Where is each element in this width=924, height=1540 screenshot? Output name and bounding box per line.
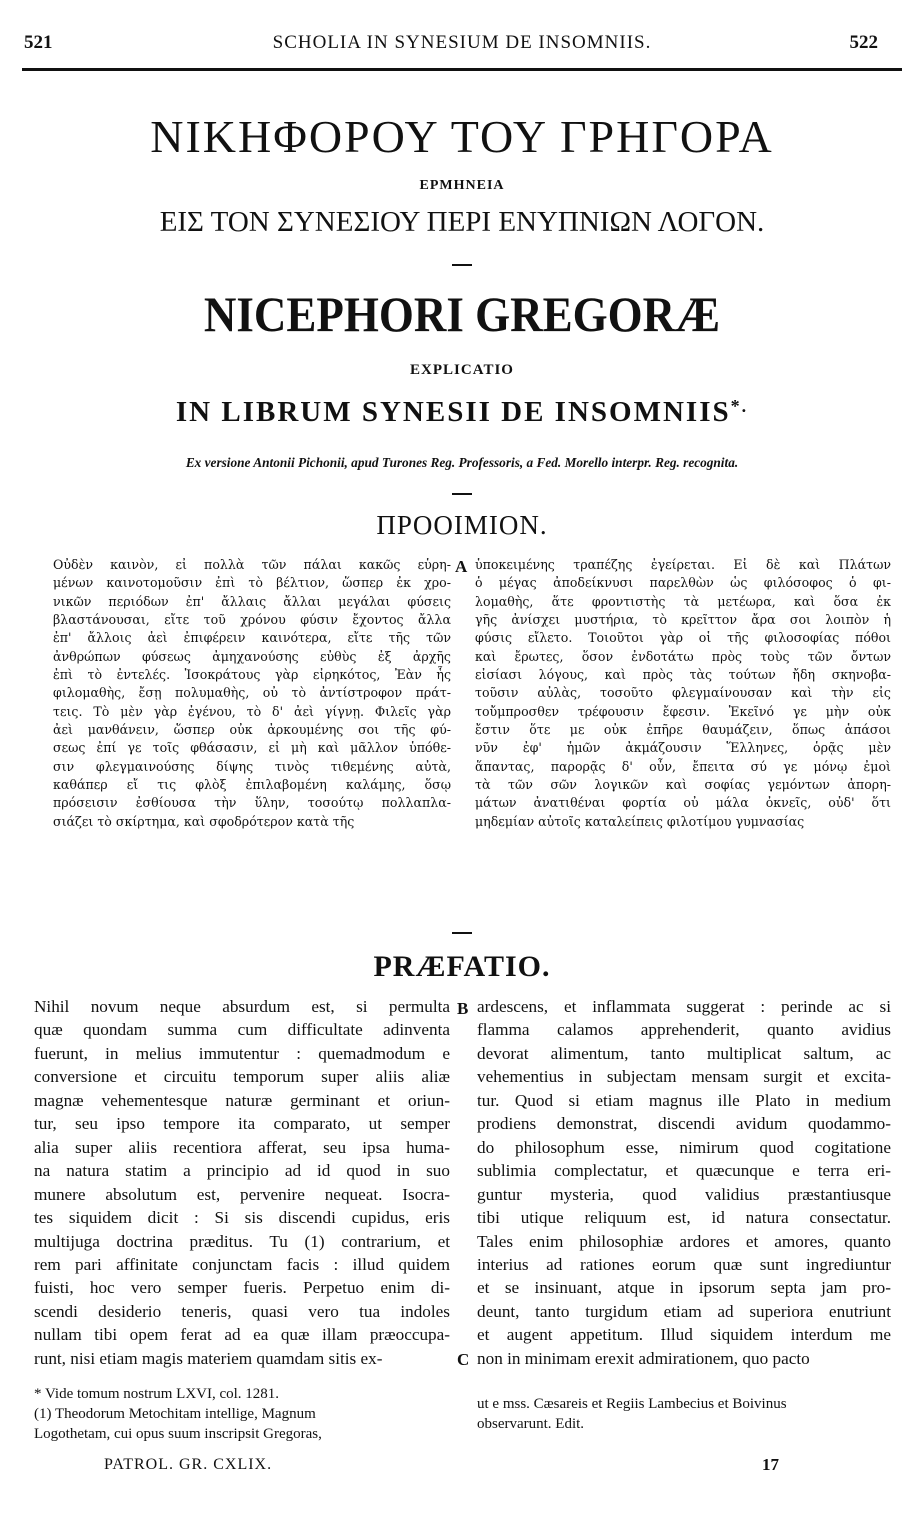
text-line: λομαθὴς, ἅτε φροντιστὴς τὰ μετέωρα, καὶ ὅσα ἐκ bbox=[475, 593, 891, 609]
text-line: deunt, tanto turgidum etiam ad superiora enutriunt bbox=[477, 1301, 891, 1321]
text-line: runt, nisi etiam magis materiem quamdam sitis ex- bbox=[34, 1348, 383, 1368]
text-line: τὰ τῶν σῶν λογικῶν καὶ σοφίας γεμόντων ἀπορη- bbox=[475, 777, 891, 793]
praefatio-right-column bbox=[477, 995, 891, 1370]
text-line: φιλομαθὴς, ἔσῃ πολυμαθὴς, οὐ τὸ ἀντίστροφον πράτ- bbox=[53, 685, 451, 701]
footer-number: 17 bbox=[762, 1455, 779, 1474]
translation-note: Ex versione Antonii Pichonii, apud Turones Reg. Professoris, a Fed. Morello interpr. Reg. recognita. bbox=[185, 455, 739, 470]
text-line: ὑποκειμένης τραπέζης ἐγείρεται. Εἰ δὲ καὶ Πλάτων bbox=[475, 557, 891, 572]
praefatio-left-column bbox=[34, 995, 450, 1370]
footnotes-left bbox=[34, 1384, 450, 1444]
text-line: tur, seu ipso tempore ita comparato, ut semper bbox=[34, 1114, 450, 1134]
text-line: quæ quondam summa cum difficultate adinventa bbox=[34, 1020, 450, 1040]
text-line: φύσις εἴλετο. Τοιοῦτοι γὰρ οἱ τῆς φιλοσοφίας πόθοι bbox=[475, 630, 891, 646]
text-line: βλαστάνουσαι, εἴτε τοῦ χρόνου φύσιν ἔχοντος ἄλλα bbox=[53, 612, 451, 628]
running-head-title: SCHOLIA IN SYNESIUM DE INSOMNIIS. bbox=[272, 32, 652, 53]
text-line: τοῦσιν αὐλὰς, τοσοῦτο φλεγμαίνουσαν καὶ τὴν εἰς bbox=[475, 685, 891, 701]
text-line: εἰσίασι λόγους, καὶ πρὸς τὰς τούτων ἤδη σκηνοβα- bbox=[475, 667, 891, 683]
text-line: μηδεμίαν αὐτοῖς καταλείπεις φιλοτίμου γυμνασίας bbox=[475, 813, 805, 829]
text-line: tur. Quod si etiam magnus ille Plato in medium bbox=[477, 1090, 891, 1110]
text-line: interius ad rationes eorum quæ sunt ingrediuntur bbox=[477, 1254, 891, 1274]
header-rule bbox=[22, 68, 902, 71]
text-line: σιάζει τὸ σκίρτημα, καὶ σφοδρότερον κατὰ τῆς bbox=[53, 813, 355, 829]
text-line: * Vide tomum nostrum LXVI, col. 1281. bbox=[34, 1386, 280, 1402]
footnotes-right bbox=[477, 1394, 891, 1434]
text-line: πρόσεισιν ἐσθίουσα τὴν ὕλην, τοσούτῳ πολλαπλα- bbox=[53, 795, 451, 811]
text-line: tes siquidem dicit : Si sis discendi cupidus, eris bbox=[34, 1208, 450, 1228]
section-marker-c: C bbox=[457, 1350, 470, 1369]
latin-title-text: IN LIBRUM SYNESII DE INSOMNIIS bbox=[175, 396, 731, 428]
greek-title: ΝΙΚΗΦΟΡΟΥ ΤΟΥ ΓΡΗΓΟΡΑ bbox=[150, 111, 774, 162]
text-line: Nihil novum neque absurdum est, si permulta bbox=[34, 997, 450, 1016]
text-line: γῆς ἀνίσχει μυστήρια, τὸ κρεῖττον ἄρα σοι λοιπὸν ἡ bbox=[475, 612, 891, 628]
text-line: καθάπερ εἴ τις φλὸξ ἐπιλαβομένη καλάμης, ὅσῳ bbox=[53, 777, 451, 793]
text-line: ἀεὶ μανθάνειν, ὥσπερ οὐκ ἀρκουμένης σοι τῆς φύ- bbox=[53, 722, 451, 738]
greek-subtitle: ΕΡΜΗΝΕΙΑ bbox=[419, 178, 505, 193]
text-line: Tales enim philosophiæ ardores et amores, quanto bbox=[477, 1231, 891, 1251]
footer-signature: PATROL. GR. CXLIX. bbox=[104, 1456, 273, 1473]
text-line: σεως ἐπί γε τοῖς φθάσασιν, εἰ μὴ καὶ μᾶλλον ὑπόθε- bbox=[53, 740, 451, 756]
footnote-marker: *. bbox=[730, 396, 749, 416]
text-line: tibi utique reliquum est, id natura consectatur. bbox=[477, 1208, 891, 1228]
prooimion-left-column bbox=[53, 556, 451, 831]
section-marker-a: A bbox=[455, 557, 468, 576]
text-line: devorat alimentum, tanto multiplicat saltum, ac bbox=[477, 1043, 891, 1063]
title-dash bbox=[452, 264, 472, 266]
prooimion-right-column bbox=[475, 556, 891, 831]
text-line: flamma calamos apprehenderit, quanto avidius bbox=[477, 1020, 891, 1040]
text-line: ἐπ' ἄλλοις ἀεὶ ἐπιφέρειν καινότερα, εἴτε τῆς τῶν bbox=[53, 630, 451, 646]
text-line: munere absolutum est, pervenire nequeat. Isocra- bbox=[34, 1184, 450, 1204]
text-line: νῦν ἐφ' ἡμῶν ἀκμάζουσιν Ἕλληνες, ὁρᾷς μὲν bbox=[475, 740, 891, 756]
text-line: νικῶν περιόδων ἐπ' ἄλλαις ἄλλαι μεγάλαι φύσεις bbox=[53, 593, 451, 609]
text-line: alia super aliis recentiora afferat, seu ipsa huma- bbox=[34, 1137, 450, 1157]
text-line: καὶ ἔρωτες, ὅσον ἐνδοτάτω πρὸς τοὺς τῶν ὄντων bbox=[475, 648, 891, 664]
latin-title-line3 bbox=[0, 396, 924, 429]
text-line: magnæ vehementesque naturæ germinant et oriun- bbox=[34, 1090, 450, 1110]
text-line: τοὔμπροσθεν τρέφουσιν ἔφεσιν. Ἐκεῖνό γε μὴν οὐκ bbox=[475, 703, 891, 719]
latin-subtitle: EXPLICATIO bbox=[410, 362, 514, 378]
text-line: multijuga doctrina præditus. Tu (1) contrarium, et bbox=[34, 1231, 450, 1251]
text-line: nullam tibi opem ferat ad ea quæ illam præoccupa- bbox=[34, 1325, 450, 1345]
text-line: observarunt. Edit. bbox=[477, 1416, 585, 1432]
text-line: ἐπὶ τὸ ἐντελές. Ἰσοκράτους γὰρ εἰρηκότος, Ἐὰν ἧς bbox=[53, 667, 451, 683]
text-line: ἅπαντας, παρορᾷς δ' οὖν, ἔπειτα σύ γε μόνῳ ἐμοὶ bbox=[475, 758, 891, 774]
text-line: scendi desiderio teneris, quasi vero tua indoles bbox=[34, 1301, 450, 1321]
latin-title: NICEPHORI GREGORÆ bbox=[203, 286, 721, 342]
text-line: do philosophum esse, nimirum quod cogitatione bbox=[477, 1137, 891, 1157]
title-dash-2 bbox=[452, 493, 472, 495]
prooimion-heading: ΠΡΟΟΙΜΙΟΝ. bbox=[376, 510, 548, 540]
text-line: conversione et circuitu temporum super aliis aliæ bbox=[34, 1067, 450, 1087]
section-dash bbox=[452, 932, 472, 934]
text-line: rem pari affinitate conjunctam facis : illud quidem bbox=[34, 1254, 450, 1274]
text-line: ardescens, et inflammata suggerat : perinde ac si bbox=[477, 997, 891, 1016]
text-line: et se insinuant, atque in ipsorum septa jam pro- bbox=[477, 1278, 891, 1298]
text-line: ὁ μέγας ἀποδείκνυσι παρελθὼν ὡς φιλόσοφος ὁ φι- bbox=[475, 575, 891, 591]
section-marker-b: B bbox=[457, 999, 469, 1018]
text-line: μάτων ἀνατιθέναι φορτία οὐ μάλα ὀκνεῖς, οὐδ' ὅτι bbox=[475, 795, 891, 811]
text-line: (1) Theodorum Metochitam intellige, Magnum bbox=[34, 1406, 316, 1422]
praefatio-heading: PRÆFATIO. bbox=[373, 950, 551, 983]
text-line: ἀνθρώπων φύσεως ἀμηχανούσης εὐθὺς ἐξ ἀρχῆς bbox=[53, 648, 451, 664]
text-line: na natura statim a principio ad id quod in suo bbox=[34, 1161, 450, 1181]
text-line: et augent appetitum. Illud siquidem interdum me bbox=[477, 1325, 891, 1345]
text-line: σιν φλεγμαινούσης δίψης τινὸς τιθεμένης αὐτὰ, bbox=[53, 758, 451, 774]
text-line: vehementius in subjectam mensam surgit et excita- bbox=[477, 1067, 891, 1087]
text-line: fuerunt, in melius immutentur : quemadmodum e bbox=[34, 1043, 450, 1063]
text-line: non in minimam erexit admirationem, quo pacto bbox=[477, 1348, 810, 1368]
greek-title-line3: ΕΙΣ ΤΟΝ ΣΥΝΕΣΙΟΥ ΠΕΡΙ ΕΝΥΠΝΙΩΝ ΛΟΓΟΝ. bbox=[159, 206, 765, 238]
text-line: Οὐδὲν καινὸν, εἰ πολλὰ τῶν πάλαι κακῶς εὑρη- bbox=[53, 557, 451, 572]
text-line: ἔστιν ὅτε με οὐκ ἐπῆρε θαυμάζειν, ὅπως ἁπάσοι bbox=[475, 722, 891, 738]
text-line: μένων καινοτομοῦσιν ἐπὶ τὸ βέλτιον, ὥσπερ ἐκ χρο- bbox=[53, 575, 451, 591]
text-line: sublimia complectatur, et quæcunque e terra eri- bbox=[477, 1161, 891, 1181]
text-line: ut e mss. Cæsareis et Regiis Lambecius et Boivinus bbox=[477, 1396, 787, 1412]
text-line: guntur mysteria, quod validius præstantiusque bbox=[477, 1184, 891, 1204]
page-number-left: 521 bbox=[24, 32, 53, 53]
text-line: fuisti, hoc vero semper fueris. Perpetuo enim di- bbox=[34, 1278, 450, 1298]
text-line: τεις. Τὸ μὲν γὰρ ἐγένου, τὸ δ' ἀεὶ γίγνῃ. Φιλεῖς γὰρ bbox=[53, 703, 451, 719]
text-line: Logothetam, cui opus suum inscripsit Gregoras, bbox=[34, 1426, 322, 1442]
text-line: prodiens demonstrat, discendi avidum quodammo- bbox=[477, 1114, 891, 1134]
page-number-right: 522 bbox=[849, 32, 878, 53]
